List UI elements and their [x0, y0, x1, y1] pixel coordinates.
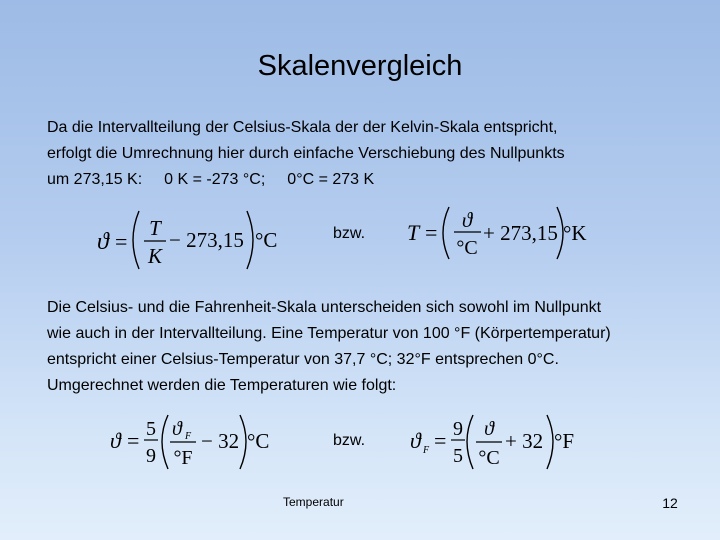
fraction-numerator: ϑ [172, 418, 182, 440]
formula-constant: + 32 [505, 429, 544, 453]
fraction-numerator: T [149, 216, 161, 240]
fraction-denominator: K [147, 244, 163, 268]
left-paren [133, 211, 139, 269]
formula-unit: °K [563, 221, 587, 245]
formula-symbol: ϑ [97, 229, 109, 255]
left-paren [162, 415, 168, 469]
page-number: 12 [662, 495, 678, 511]
left-paren [467, 415, 473, 469]
fraction-denominator: °F [173, 447, 193, 469]
slide-title: Skalenvergleich [257, 50, 463, 82]
coefficient-numerator: 9 [453, 418, 463, 440]
formula-constant: + 273,15 [483, 221, 558, 245]
bzw-label: bzw. [333, 432, 366, 449]
formula-celsius-to-fahrenheit [410, 411, 590, 473]
coefficient-denominator: 5 [453, 445, 463, 467]
formula-unit: °C [247, 429, 270, 453]
formula-symbol: T [407, 220, 420, 245]
formula-constant: − 273,15 [169, 228, 244, 252]
left-paren [443, 207, 449, 259]
formula-celsius-to-kelvin [405, 203, 605, 271]
formula-equals: = [434, 428, 447, 453]
formula-symbol-subscript: F [423, 445, 430, 456]
formula-equals: = [425, 220, 438, 245]
paragraph-line: Die Celsius- und die Fahrenheit-Skala unterscheiden sich sowohl im Nullpunkt [47, 299, 602, 316]
paragraph-fahrenheit [47, 295, 707, 399]
right-paren [247, 211, 253, 269]
paragraph-line: erfolgt die Umrechnung hier durch einfache Verschiebung des Nullpunkts [47, 145, 565, 162]
fraction-denominator: °C [478, 447, 500, 469]
formula-constant: − 32 [201, 429, 240, 453]
fraction-numerator-subscript: F [185, 431, 192, 442]
coefficient-denominator: 9 [146, 445, 156, 467]
fraction-numerator: ϑ [461, 208, 473, 232]
paragraph-line: Da die Intervallteilung der Celsius-Skala der der Kelvin-Skala entspricht, [47, 119, 558, 136]
shift-amount-text: um 273,15 K: [47, 171, 143, 188]
paragraph-line: Umgerechnet werden die Temperaturen wie folgt: [47, 377, 397, 394]
formula-symbol: ϑ [410, 428, 421, 453]
paragraph-line: entspricht einer Celsius-Temperatur von 37,7 °C; 32°F entsprechen 0°C. [47, 351, 559, 368]
formula-equals: = [115, 229, 128, 254]
formula-fahrenheit-to-celsius [110, 411, 290, 473]
formula-equals: = [127, 428, 140, 453]
formula-unit: °F [554, 429, 575, 453]
right-paren [240, 415, 246, 469]
coefficient-numerator: 5 [146, 418, 156, 440]
footer-text: Temperatur [283, 495, 344, 509]
fraction-numerator: ϑ [484, 418, 494, 440]
paragraph-scale-shift [47, 115, 707, 193]
formula-unit: °C [255, 228, 278, 252]
fraction-denominator: °C [456, 237, 478, 259]
bzw-label: bzw. [333, 225, 366, 242]
zero-kelvin-equation-text: 0 K = -273 °C; [164, 171, 266, 188]
zero-celsius-equation-text: 0°C = 273 K [287, 171, 375, 188]
formula-symbol: ϑ [110, 428, 121, 453]
right-paren [547, 415, 553, 469]
paragraph-line: wie auch in der Intervallteilung. Eine Temperatur von 100 °F (Körpertemperatur) [47, 325, 611, 342]
formula-kelvin-to-celsius [95, 203, 295, 271]
paragraph-line [47, 167, 707, 193]
